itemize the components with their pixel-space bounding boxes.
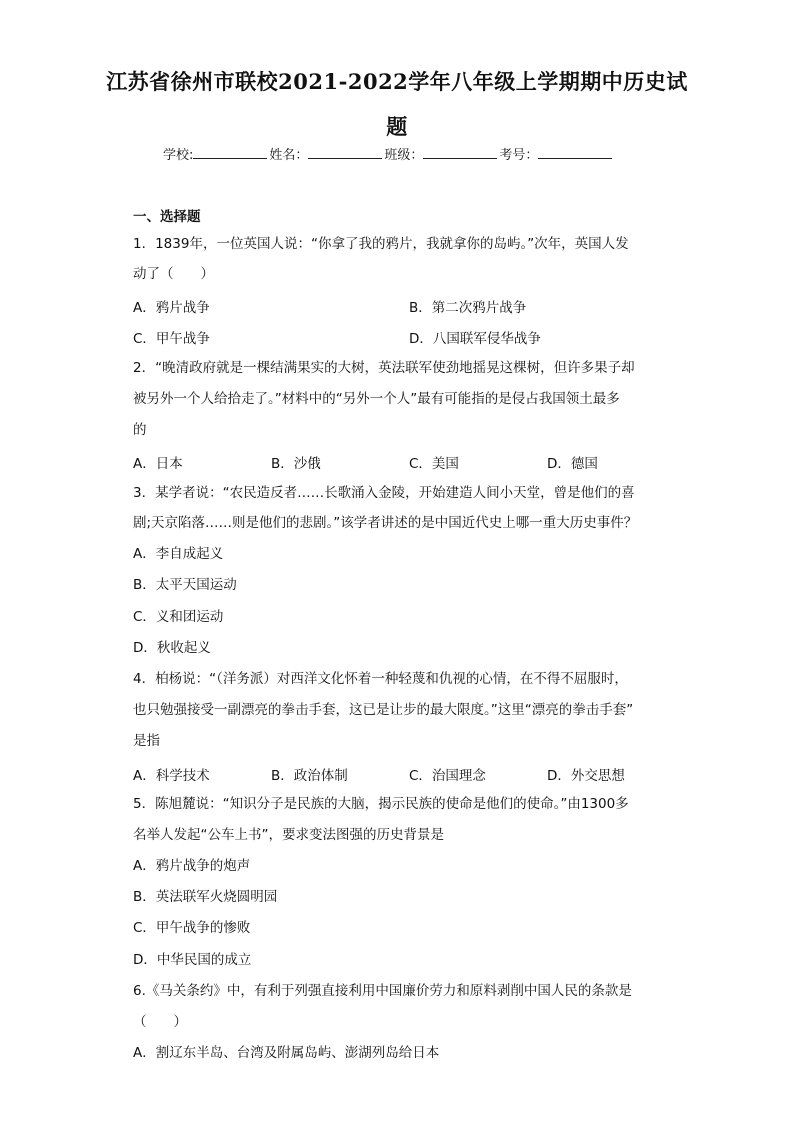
- q1-option-b: B．第二次鸦片战争: [409, 300, 527, 316]
- q4-option-a: A．科学技术: [133, 768, 210, 784]
- q2-option-c: C．美国: [409, 456, 459, 472]
- class-label: 班级：: [384, 148, 424, 163]
- q2-stem-line2: 被另外一个人给拾走了。”材料中的“另外一个人”最有可能指的是侵占我国领土最多: [133, 391, 620, 407]
- q2-options: [133, 452, 673, 470]
- q3-option-a: A．李自成起义: [133, 546, 224, 562]
- q4-option-d: D．外交思想: [547, 768, 625, 784]
- q3-option-d: D．秋收起义: [133, 640, 211, 656]
- q2-stem-line3: 的: [133, 422, 147, 438]
- q4-option-c: C．治国理念: [409, 768, 486, 784]
- school-blank: [193, 146, 267, 159]
- q2-option-a: A．日本: [133, 456, 183, 472]
- q3-stem-line2: 剧;天京陷落……则是他们的悲剧。”该学者讲述的是中国近代史上哪一重大历史事件？: [133, 515, 638, 531]
- q1-options: [133, 296, 673, 314]
- q5-stem-line1: 5．陈旭麓说：“知识分子是民族的大脑，揭示民族的使命是他们的使命。”由1300多: [133, 796, 629, 812]
- q3-stem-line1: 3．某学者说：“农民造反者……长歌涌入金陵，开始建造人间小天堂，曾是他们的喜: [133, 485, 635, 501]
- q4-options: [133, 764, 673, 782]
- q3-option-c: C．义和团运动: [133, 609, 224, 625]
- q1-options-2: [133, 327, 673, 345]
- q3-option-b: B．太平天国运动: [133, 577, 237, 593]
- section-heading: 一、选择题: [133, 209, 201, 225]
- q4-stem-line2: 也只勉强接受一副漂亮的拳击手套，这已是让步的最大限度。”这里“漂亮的拳击手套”: [133, 702, 634, 718]
- q5-option-b: B．英法联军火烧圆明园: [133, 889, 278, 905]
- name-label: 姓名：: [269, 148, 309, 163]
- exam-no-blank: [538, 146, 612, 159]
- exam-no-label: 考号：: [499, 148, 539, 163]
- q5-option-c: C．甲午战争的惨败: [133, 920, 251, 936]
- q4-stem-line3: 是指: [133, 733, 160, 749]
- q1-option-c: C．甲午战争: [133, 331, 210, 347]
- q1-option-a: A．鸦片战争: [133, 300, 210, 316]
- student-info-row: [163, 144, 663, 163]
- q2-option-d: D．德国: [547, 456, 598, 472]
- q4-option-b: B．政治体制: [271, 768, 348, 784]
- q1-stem-line2: 动了（ ）: [133, 266, 214, 282]
- q1-option-d: D．八国联军侵华战争: [409, 331, 541, 347]
- name-blank: [308, 146, 382, 159]
- q2-option-b: B．沙俄: [271, 456, 321, 472]
- q6-stem-line2: （ ）: [133, 1014, 187, 1030]
- exam-title-line2: 题: [386, 114, 408, 139]
- q4-stem-line1: 4．柏杨说：“（洋务派）对西洋文化怀着一种轻蔑和仇视的心情，在不得不屈服时，: [133, 671, 628, 687]
- q5-option-a: A．鸦片战争的炮声: [133, 858, 251, 874]
- school-label: 学校:: [163, 148, 194, 163]
- q6-stem-line1: 6.《马关条约》中，有利于列强直接利用中国廉价劳力和原料剥削中国人民的条款是: [133, 983, 632, 999]
- q5-option-d: D．中华民国的成立: [133, 952, 252, 968]
- q2-stem-line1: 2．“晚清政府就是一棵结满果实的大树，英法联军使劲地摇晃这棵树，但许多果子却: [133, 360, 635, 376]
- q5-stem-line2: 名举人发起“公车上书”，要求变法图强的历史背景是: [133, 827, 444, 843]
- exam-title-line1: 江苏省徐州市联校2021-2022学年八年级上学期期中历史试: [106, 69, 688, 94]
- q1-stem-line1: 1．1839年，一位英国人说：“你拿了我的鸦片，我就拿你的岛屿。”次年，英国人发: [133, 236, 629, 252]
- q6-option-a: A．割辽东半岛、台湾及附属岛屿、澎湖列岛给日本: [133, 1045, 440, 1061]
- class-blank: [423, 146, 497, 159]
